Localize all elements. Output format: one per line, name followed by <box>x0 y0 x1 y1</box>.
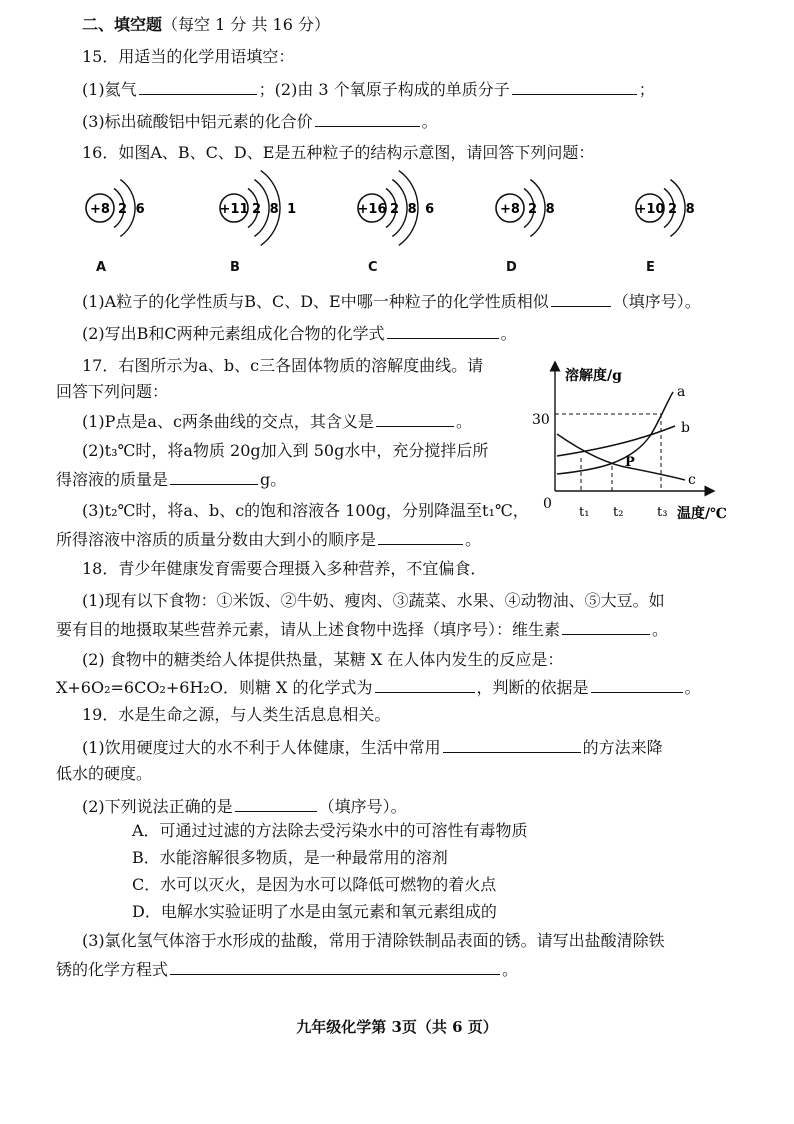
q17-line1: 17．右图所示为a、b、c三各固体物质的溶解度曲线。请 <box>82 356 484 375</box>
electron-counts: 2 8 1 <box>252 202 299 217</box>
q19-part3b <box>56 958 518 981</box>
atom-structure-a <box>78 168 188 258</box>
q17-p2c: g。 <box>260 470 287 489</box>
answer-blank[interactable] <box>512 78 637 95</box>
section-note: （每空 1 分 共 16 分） <box>162 15 330 34</box>
q15-p3a: (3)标出硫酸铝中铝元素的化合价 <box>82 112 313 131</box>
atom-label: A <box>96 260 107 275</box>
atom-label: E <box>646 260 655 275</box>
q16-p1b: （填序号）。 <box>612 292 701 311</box>
q19-p1b: 的方法来降 <box>582 738 663 757</box>
q15-p1b: ；(2)由 3 个氧原子构成的单质分子 <box>258 80 510 99</box>
q18-line1: 18．青少年健康发育需要合理摄入多种营养，不宜偏食． <box>82 559 487 578</box>
solubility-curve-chart <box>532 358 750 528</box>
q19-line1: 19．水是生命之源，与人类生活息息相关。 <box>82 705 391 724</box>
q18-p2b: ．则糖 X 的化学式为 <box>222 678 373 697</box>
q17-p3b: 所得溶液中溶质的质量分数由大到小的顺序是 <box>56 530 377 549</box>
q15-p1a: (1)氦气 <box>82 80 137 99</box>
option-d[interactable]: D．电解水实验证明了水是由氢元素和氧元素组成的 <box>132 902 497 921</box>
answer-blank[interactable] <box>551 290 611 307</box>
point-label-p: P <box>625 455 635 470</box>
page-footer: 九年级化学第 3页（共 6 页） <box>296 1018 498 1036</box>
q18-p1b: 要有目的地摄取某些营养元素，请从上述食物中选择（填序号）：维生素 <box>56 620 561 639</box>
atom-structure-b <box>212 168 322 258</box>
q19-p2a: (2)下列说法正确的是 <box>82 797 233 816</box>
nucleus-charge: +16 <box>357 202 387 217</box>
electron-counts: 2 6 <box>118 202 147 217</box>
y-tick-30: 30 <box>532 412 550 428</box>
q17-part3b <box>56 528 481 551</box>
q18-p1c: 。 <box>652 620 669 639</box>
q18-part2b <box>56 676 701 699</box>
q19-part1a <box>82 736 663 759</box>
q17-p1b: 。 <box>455 412 472 431</box>
x-tick-t3: t₃ <box>657 505 668 520</box>
atom-label: D <box>506 260 517 275</box>
q15-part1 <box>82 78 655 101</box>
q18-p2d: 。 <box>684 678 701 697</box>
section-title: 二、填空题 <box>82 15 163 34</box>
x-tick-t2: t₂ <box>613 505 624 520</box>
series-label-b: b <box>681 420 690 436</box>
option-a[interactable]: A．可通过过滤的方法除去受污染水中的可溶性有毒物质 <box>132 821 528 840</box>
q17-p2b: 得溶液的质量是 <box>56 470 169 489</box>
answer-blank[interactable] <box>376 410 454 427</box>
answer-blank[interactable] <box>591 676 683 693</box>
curve-b <box>557 426 675 456</box>
q17-part3a: (3)t₂℃时，将a、b、c的饱和溶液各 100g，分别降温至t₁℃， <box>82 501 529 520</box>
q16-stem: 16．如图A、B、C、D、E是五种粒子的结构示意图，请回答下列问题： <box>82 143 595 162</box>
q19-part3a: (3)氯化氢气体溶于水形成的盐酸，常用于清除铁制品表面的锈。请写出盐酸清除铁 <box>82 931 665 950</box>
q16-part1 <box>82 290 701 313</box>
atom-structure-e <box>628 168 738 258</box>
q19-part1c: 低水的硬度。 <box>56 764 153 783</box>
q15-stem: 15．用适当的化学用语填空： <box>82 47 295 66</box>
q18-part1b <box>56 618 668 641</box>
x-tick-t1: t₁ <box>579 505 590 520</box>
q18-part2a: (2) 食物中的糖类给人体提供热量，某糖 X 在人体内发生的反应是： <box>82 650 564 669</box>
q17-part2a: (2)t₃℃时，将a物质 20g加入到 50g水中，充分搅拌后所 <box>82 441 489 460</box>
atom-diagram-d <box>488 168 598 275</box>
q19-p2b: （填序号）。 <box>318 797 407 816</box>
q16-part2 <box>82 322 517 345</box>
q16-p2b: 。 <box>500 324 517 343</box>
q15-p3b: 。 <box>421 112 438 131</box>
atom-label: B <box>230 260 240 275</box>
nucleus-charge: +8 <box>500 202 520 217</box>
nucleus-charge: +8 <box>90 202 110 217</box>
electron-counts: 2 8 <box>668 202 697 217</box>
q19-p1a: (1)饮用硬度过大的水不利于人体健康，生活中常用 <box>82 738 441 757</box>
atom-diagram-a <box>78 168 188 275</box>
answer-blank[interactable] <box>235 795 317 812</box>
q18-p2c: ，判断的依据是 <box>476 678 589 697</box>
answer-blank[interactable] <box>170 468 258 485</box>
q19-p3c: 。 <box>502 960 519 979</box>
section-title-line <box>82 14 330 36</box>
atom-structure-c <box>350 168 460 258</box>
atom-diagram-e <box>628 168 738 275</box>
option-b[interactable]: B．水能溶解很多物质，是一种最常用的溶剂 <box>132 848 448 867</box>
curve-c <box>557 434 685 480</box>
atom-diagram-c <box>350 168 460 275</box>
answer-blank[interactable] <box>562 618 650 635</box>
answer-blank[interactable] <box>315 110 420 127</box>
series-label-a: a <box>677 384 686 400</box>
origin-label: 0 <box>543 496 552 512</box>
q16-p2a: (2)写出B和C两种元素组成化合物的化学式 <box>82 324 385 343</box>
q15-part3 <box>82 110 438 133</box>
option-c[interactable]: C．水可以灭火，是因为水可以降低可燃物的着火点 <box>132 875 497 894</box>
answer-blank[interactable] <box>378 528 463 545</box>
answer-blank[interactable] <box>443 736 581 753</box>
q16-p1a: (1)A粒子的化学性质与B、C、D、E中哪一种粒子的化学性质相似 <box>82 292 549 311</box>
atom-diagram-b <box>212 168 322 275</box>
y-axis-label: 溶解度/g <box>565 368 622 384</box>
answer-blank[interactable] <box>139 78 257 95</box>
q19-part2 <box>82 795 407 818</box>
electron-counts: 2 8 6 <box>390 202 437 217</box>
q17-line2: 回答下列问题： <box>56 382 169 401</box>
series-label-c: c <box>688 472 696 488</box>
answer-blank[interactable] <box>170 958 500 975</box>
nucleus-charge: +11 <box>219 202 249 217</box>
answer-blank[interactable] <box>375 676 475 693</box>
q19-p3b: 锈的化学方程式 <box>56 960 169 979</box>
electron-counts: 2 8 <box>528 202 557 217</box>
atom-label: C <box>368 260 378 275</box>
q17-p1a: (1)P点是a、c两条曲线的交点，其含义是 <box>82 412 374 431</box>
q17-p3c: 。 <box>465 530 482 549</box>
nucleus-charge: +10 <box>635 202 665 217</box>
q15-p1c: ； <box>638 80 655 99</box>
q17-part2b <box>56 468 286 491</box>
atom-structure-d <box>488 168 598 258</box>
q18-part1a: (1)现有以下食物：①米饭、②牛奶、瘦肉、③蔬菜、水果、④动物油、⑤大豆。如 <box>82 591 665 610</box>
q17-part1 <box>82 410 472 433</box>
reaction-equation: X+6O₂=6CO₂+6H₂O <box>56 678 223 697</box>
x-axis-label: 温度/℃ <box>677 506 727 522</box>
answer-blank[interactable] <box>387 322 499 339</box>
